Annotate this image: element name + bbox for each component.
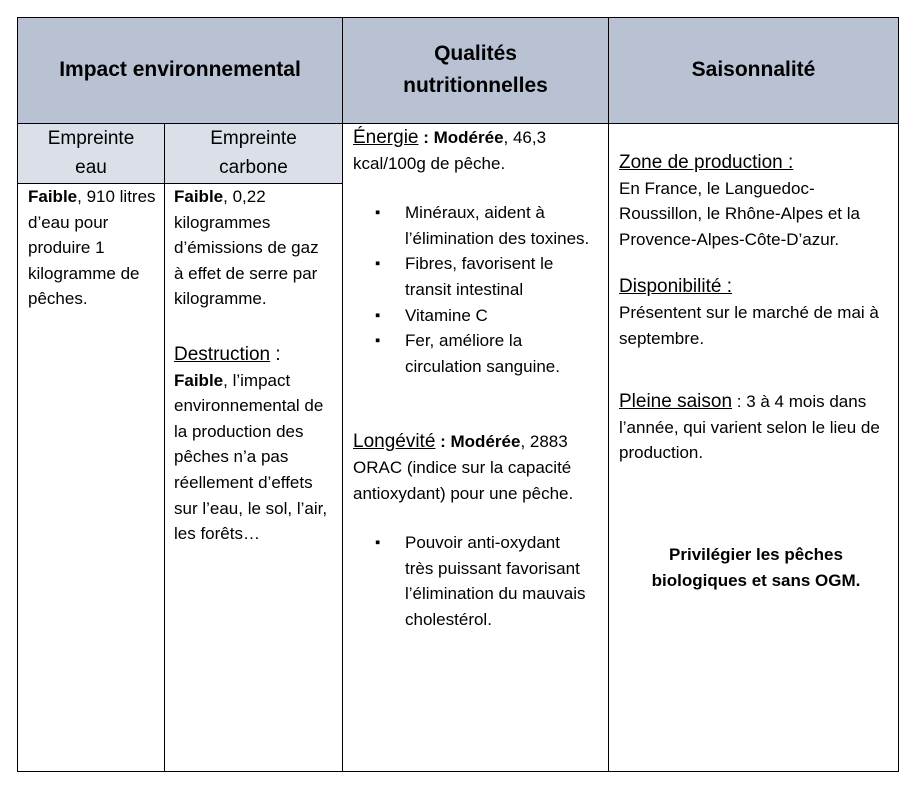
- eau-description: , 910 litres d’eau pour produire 1 kilogramme de pêches.: [28, 187, 156, 309]
- destruction-title: Destruction: [174, 343, 271, 365]
- destruction-colon: :: [270, 343, 281, 365]
- subheader-carbone-label: Empreinte carbone: [210, 128, 297, 178]
- energie-colon: :: [418, 128, 434, 147]
- list-item: ▪ Fer, améliore la circulation sanguine.: [353, 328, 603, 379]
- eau-level: Faible: [28, 187, 78, 206]
- list-item: ▪ Vitamine C: [353, 303, 603, 329]
- energie-text: , 46,3 kcal/100g de pêche.: [353, 128, 547, 173]
- energie-paragraph: [353, 125, 603, 176]
- zone-title: [619, 150, 893, 176]
- dispo-title: [619, 274, 893, 300]
- border-col2: [342, 17, 343, 772]
- table-top-border: [18, 17, 898, 18]
- header-qualites-label: Qualités nutritionnelles: [403, 42, 548, 97]
- header-bottom-border: [18, 123, 898, 124]
- list-item: ▪ Pouvoir anti-oxydant très puissant favorisant l’élimination du mauvais cholestérol.: [353, 530, 587, 632]
- destruction-description: , l’impact environnemental de la production des pêches n’a pas réellement d’effets sur l’eau, le sol, l’air, les forêts…: [174, 370, 328, 544]
- antioxydant-list: [353, 530, 603, 632]
- benefits-list: [353, 200, 603, 379]
- header-saison-label: Saisonnalité: [691, 58, 816, 81]
- longevite-title: Longévité: [353, 431, 436, 453]
- subheader-eau-label: Empreinte eau: [47, 128, 135, 178]
- longevite-paragraph: [353, 429, 603, 506]
- header-impact-label: Impact environnemental: [59, 58, 301, 81]
- table-bottom-border: [18, 771, 898, 772]
- header-impact: [18, 17, 342, 123]
- empreinte-eau-cell: [28, 184, 158, 312]
- carbone-level: Faible: [174, 187, 224, 206]
- empreinte-carbone-cell: [174, 184, 332, 547]
- subheader-empreinte-eau: [18, 124, 164, 183]
- list-item: ▪ Fibres, favorisent le transit intestinal: [353, 251, 603, 302]
- longevite-colon: :: [435, 432, 451, 452]
- header-qualites: [343, 17, 608, 123]
- zone-title-text: Zone de production :: [619, 152, 794, 173]
- pleine-saison-title: Pleine saison: [619, 391, 733, 413]
- border-col3: [608, 17, 609, 772]
- empreinte-eau-text: [28, 184, 158, 312]
- qualites-cell: [353, 125, 603, 633]
- carbone-description: , 0,22 kilogrammes d’émissions de gaz à effet de serre par kilogramme.: [174, 187, 319, 309]
- pleine-saison-text: : 3 à 4 mois dans l’année, qui varient selon le lieu de production.: [619, 392, 880, 463]
- energie-title: Énergie: [353, 127, 419, 148]
- destruction-text: [174, 368, 332, 547]
- subheader-empreinte-carbone: [165, 124, 342, 183]
- zone-text: En France, le Languedoc-Roussillon, le Rhône-Alpes et la Provence-Alpes-Côte-D’azur.: [619, 178, 860, 249]
- dispo-text: Présentent sur le marché de mai à septembre.: [619, 302, 879, 348]
- saison-cell: [619, 150, 893, 593]
- border-right: [898, 17, 899, 772]
- energie-level: Modérée: [433, 128, 504, 147]
- empreinte-carbone-text: [174, 184, 332, 312]
- dispo-title-text: Disponibilité :: [619, 276, 732, 298]
- list-item: ▪ Minéraux, aident à l’élimination des toxines.: [353, 200, 603, 251]
- border-left: [17, 17, 18, 772]
- destruction-heading: [174, 342, 332, 368]
- longevite-level: Modérée: [450, 432, 521, 452]
- destruction-level: Faible: [174, 370, 224, 390]
- pleine-saison-paragraph: [619, 389, 893, 466]
- longevite-text: , 2883 ORAC (indice sur la capacité antioxydant) pour une pêche.: [353, 432, 574, 503]
- border-col1: [164, 123, 165, 772]
- conseil-text: Privilégier les pêches biologiques et sans OGM.: [651, 544, 861, 590]
- header-saison: [609, 17, 898, 123]
